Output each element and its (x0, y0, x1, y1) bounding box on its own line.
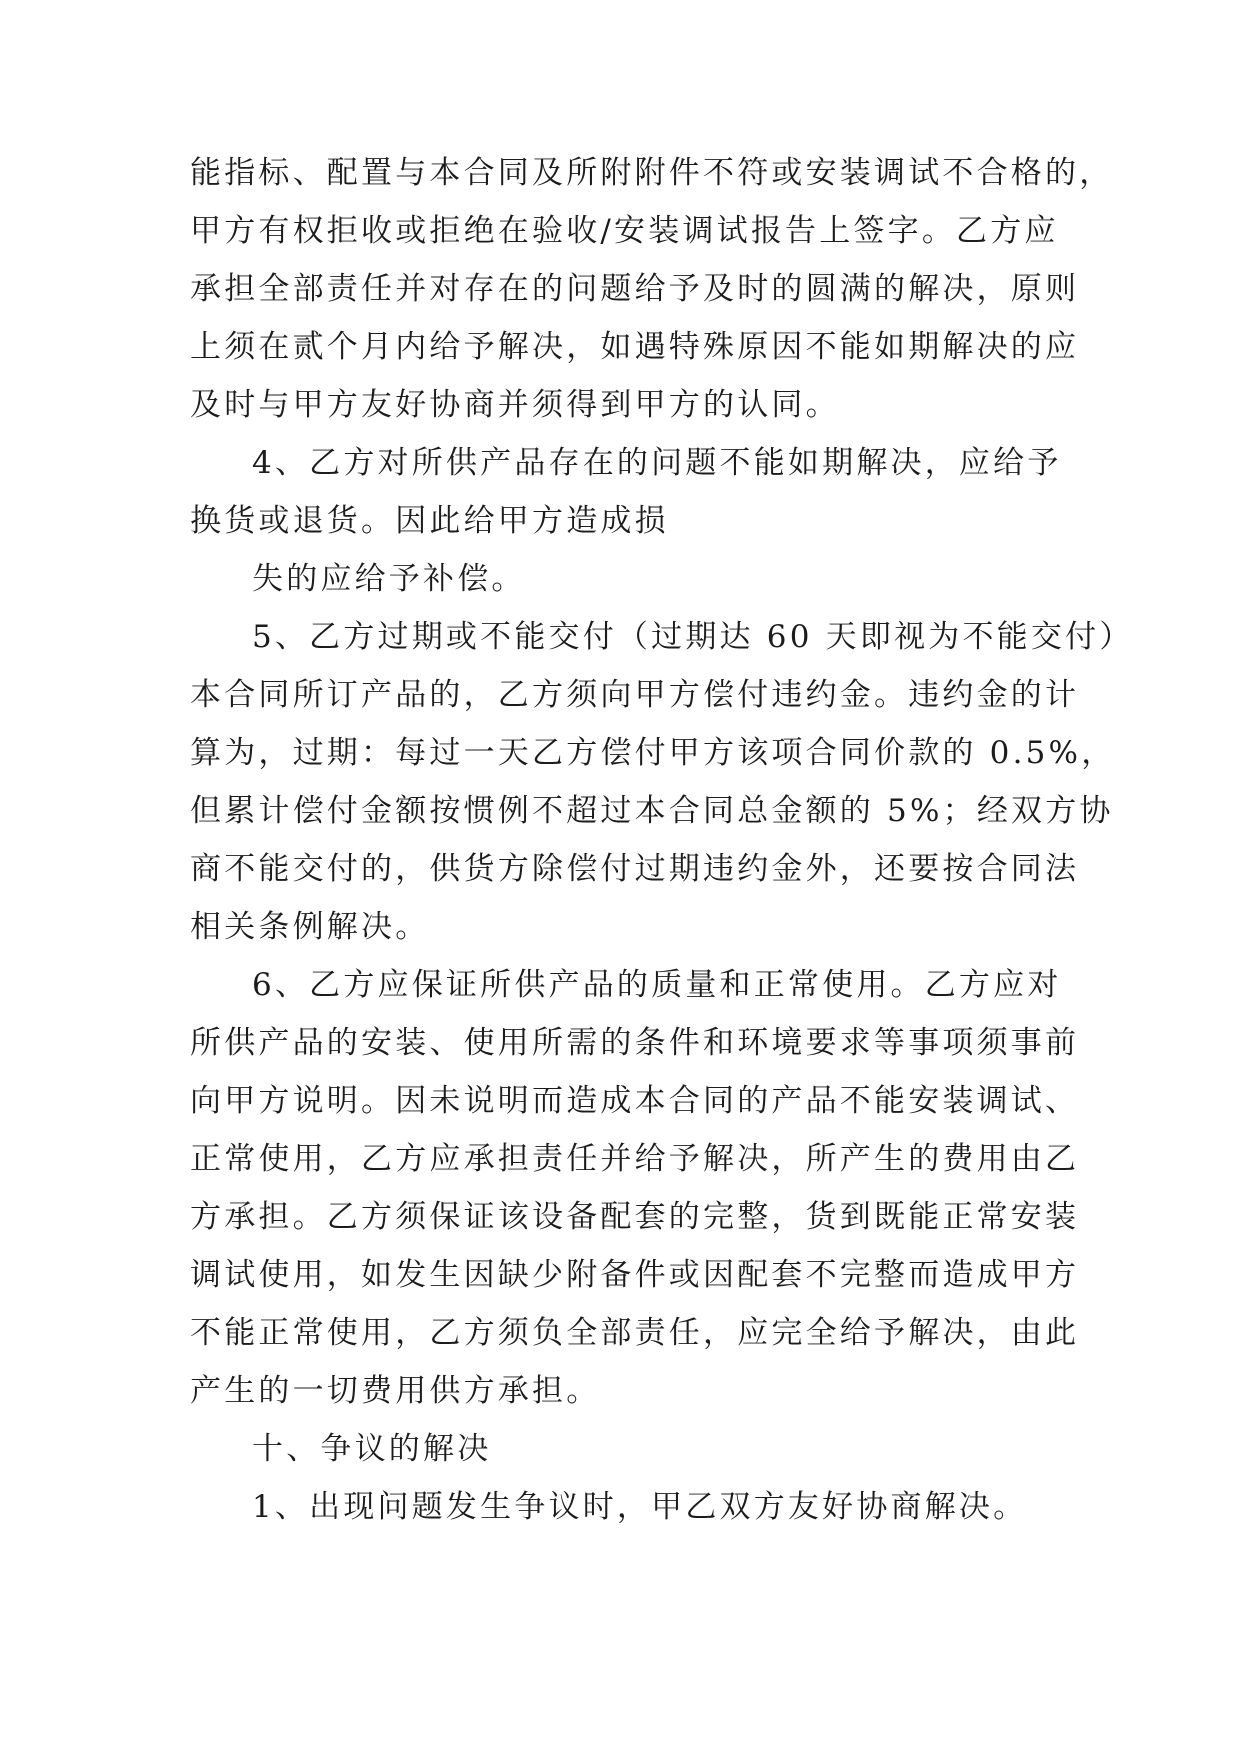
text-line: 及时与甲方友好协商并须得到甲方的认同。 (190, 387, 840, 423)
text-line: 调试使用，如发生因缺少附备件或因配套不完整而造成甲方 (190, 1257, 1080, 1293)
text-line: 4、乙方对所供产品存在的问题不能如期解决，应给予 (252, 445, 1062, 481)
text-line: 上须在贰个月内给予解决，如遇特殊原因不能如期解决的应 (190, 329, 1080, 365)
text-line: 相关条例解决。 (190, 909, 430, 945)
text-line: 向甲方说明。因未说明而造成本合同的产品不能安装调试、 (190, 1083, 1080, 1119)
text-line: 产生的一切费用供方承担。 (190, 1373, 601, 1409)
text-line: 算为，过期：每过一天乙方偿付甲方该项合同价款的 0.5%， (190, 735, 1116, 771)
text-line: 6、乙方应保证所供产品的质量和正常使用。乙方应对 (252, 967, 1062, 1003)
text-line: 本合同所订产品的，乙方须向甲方偿付违约金。违约金的计 (190, 677, 1080, 713)
text-line: 承担全部责任并对存在的问题给予及时的圆满的解决，原则 (190, 271, 1080, 307)
text-line: 换货或退货。因此给甲方造成损 (190, 503, 669, 539)
text-line: 5、乙方过期或不能交付（过期达 60 天即视为不能交付） (252, 619, 1134, 655)
text-line: 不能正常使用，乙方须负全部责任，应完全给予解决，由此 (190, 1315, 1080, 1351)
text-line: 正常使用，乙方应承担责任并给予解决，所产生的费用由乙 (190, 1141, 1080, 1177)
text-line: 所供产品的安装、使用所需的条件和环境要求等事项须事前 (190, 1025, 1080, 1061)
text-line: 商不能交付的，供货方除偿付过期违约金外，还要按合同法 (190, 851, 1080, 887)
text-line: 能指标、配置与本合同及所附附件不符或安装调试不合格的， (190, 155, 1114, 191)
text-line: 失的应给予补偿。 (252, 561, 526, 597)
text-line: 方承担。乙方须保证该设备配套的完整，货到既能正常安装 (190, 1199, 1080, 1235)
text-line: 1、出现问题发生争议时，甲乙双方友好协商解决。 (252, 1489, 1028, 1525)
text-line: 但累计偿付金额按惯例不超过本合同总金额的 5%；经双方协 (190, 793, 1114, 829)
section-heading: 十、争议的解决 (252, 1431, 492, 1467)
text-line: 甲方有权拒收或拒绝在验收/安装调试报告上签字。乙方应 (190, 213, 1059, 249)
